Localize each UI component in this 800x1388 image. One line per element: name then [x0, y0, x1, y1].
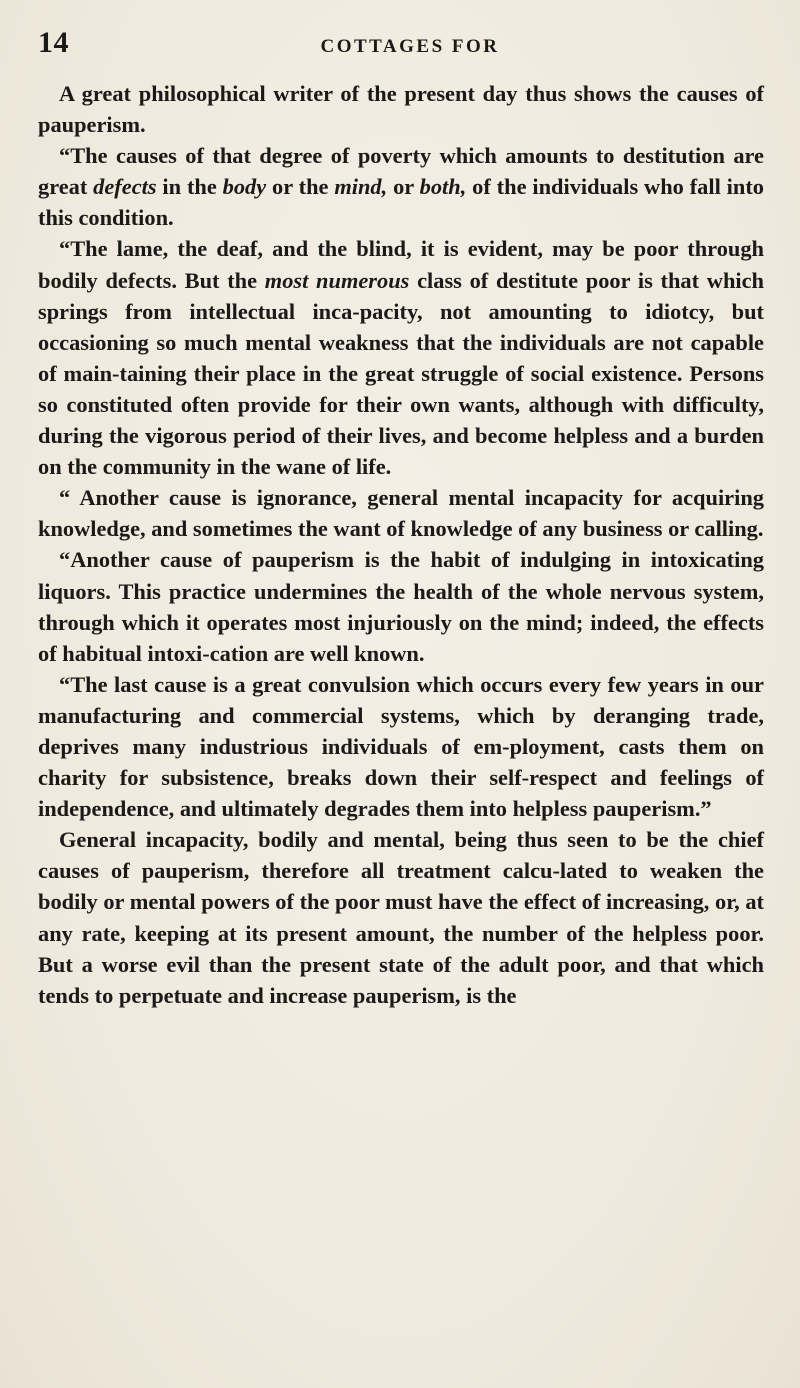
text-run: “Another cause of pauperism is the habit of indulging in intoxicating liquors. This practice undermines the health of the whole nervous system, through which it operates most injuriously on the mind; indeed, the effects of habitual intoxi-cation are well known. [38, 547, 764, 666]
paragraph [38, 669, 764, 824]
running-head: COTTAGES FOR [320, 36, 500, 57]
paragraph [38, 140, 764, 233]
text-run: A great philosophical writer of the present day thus shows the causes of pauperism. [38, 81, 764, 138]
text-run: or [387, 174, 420, 200]
text-run: class of destitute poor is that which springs from intellectual inca-pacity, not amounting to idiotcy, but occasioning so much mental weakness that the individuals are not capable of main-taining their place in the great struggle of social existence. Persons so constituted often provide for their own wants, although with difficulty, during the vigorous period of their lives, and become helpless and a burden on the community in the wane of life. [38, 267, 765, 480]
text-run: in the [156, 174, 223, 200]
text-run: “ Another cause is ignorance, general mental incapacity for acquiring knowledge, and sometimes the want of knowledge of any business or calling. [38, 485, 764, 542]
body-text [38, 78, 764, 1011]
text-run: of the individuals who fall into this condition. [38, 174, 764, 231]
text-run: “The lame, the deaf, and the blind, it is evident, may be poor through bodily defects. But the [38, 236, 764, 293]
paragraph [38, 482, 764, 544]
paragraph [38, 824, 764, 1011]
italic-run: both, [419, 174, 467, 200]
text-run: “The last cause is a great convulsion which occurs every few years in our manufacturing and commercial systems, which by deranging trade, deprives many industrious individuals of em-ployment, casts them on charity for subsistence, breaks down their self-respect and feelings of independence, and ultimately degrades them into helpless pauperism.” [38, 671, 764, 822]
text-run: General incapacity, bodily and mental, being thus seen to be the chief causes of pauperism, therefore all treatment calcu-lated to weaken the bodily or mental powers of the poor must have the effect of increasing, or, at any rate, keeping at its present amount, the number of the helpless poor. But a worse evil than the present state of the adult poor, and that which tends to perpetuate and increase pauperism, is the [38, 827, 764, 1008]
paragraph [38, 233, 764, 482]
italic-run: mind, [334, 174, 388, 200]
page-header [38, 26, 762, 66]
page-number: 14 [38, 26, 69, 59]
italic-run: most numerous [264, 267, 410, 293]
text-run: or the [266, 174, 335, 200]
italic-run: body [222, 174, 267, 200]
paragraph [38, 78, 764, 140]
paragraph [38, 544, 764, 668]
italic-run: defects [93, 174, 157, 200]
text-run: “The causes of that degree of poverty which amounts to destitution are great [38, 143, 764, 200]
